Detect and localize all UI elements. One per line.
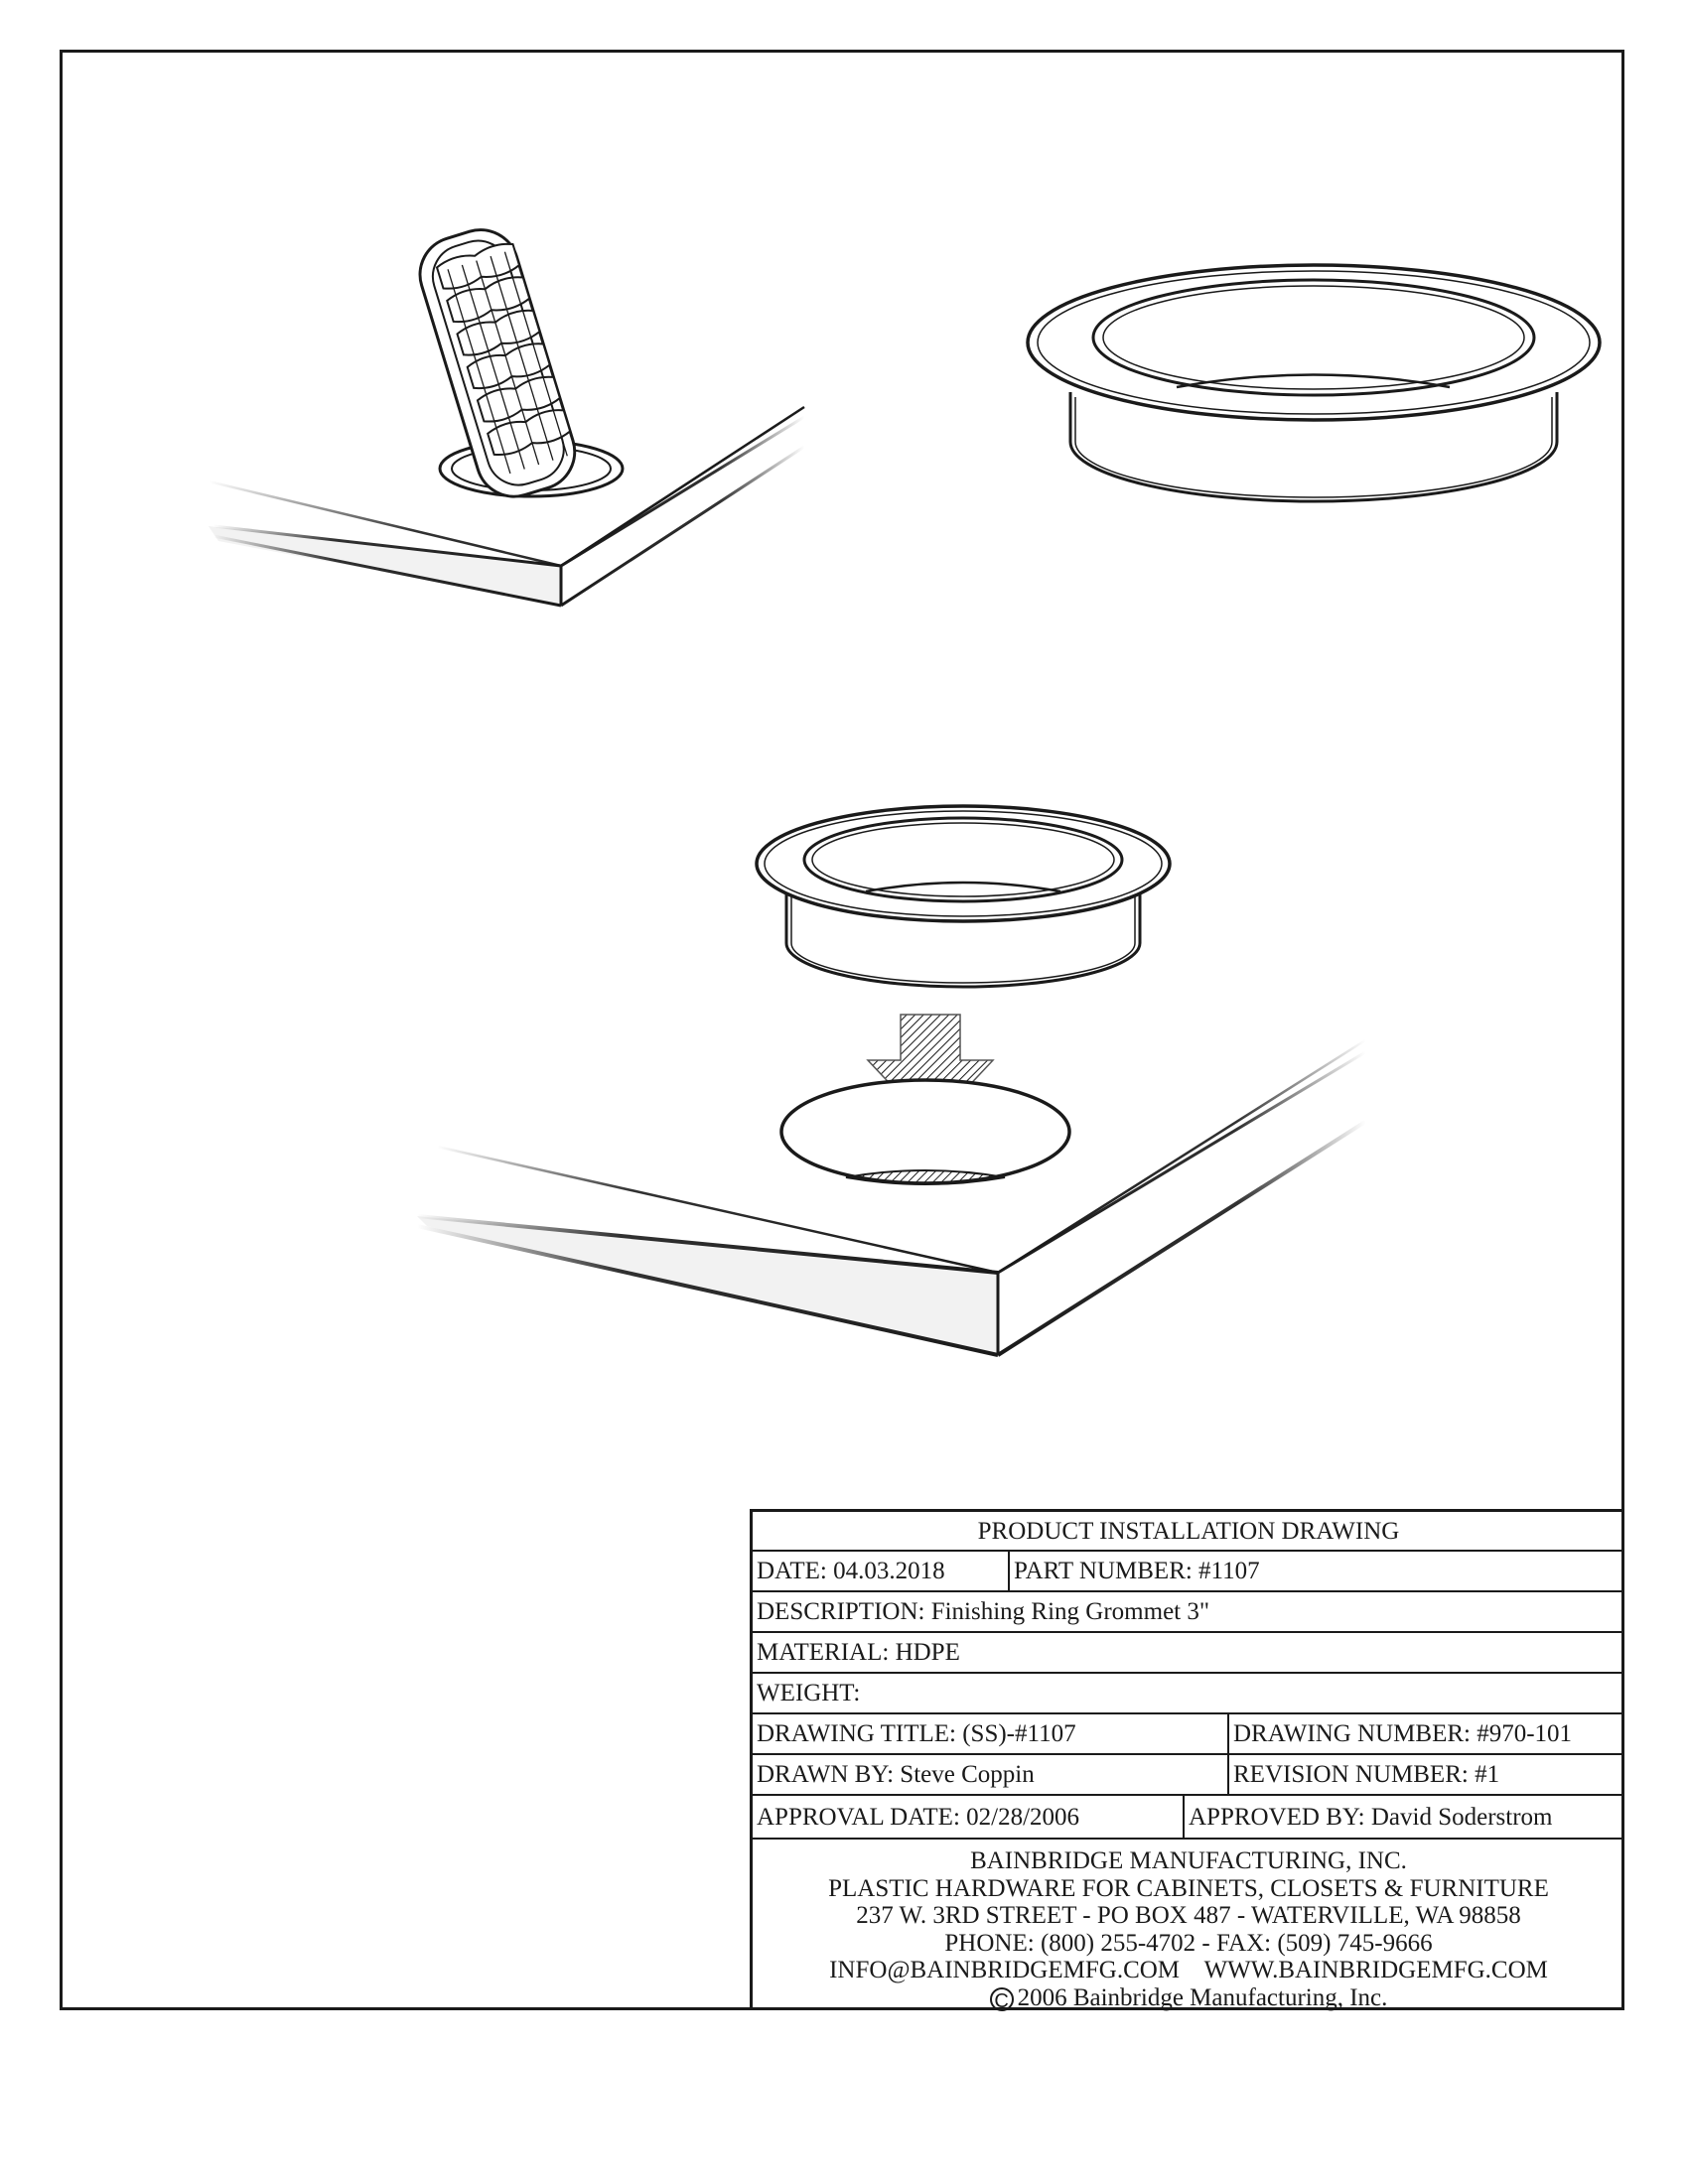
part-number-field: PART NUMBER: #1107 xyxy=(1008,1552,1624,1590)
company-email-web: INFO@BAINBRIDGEMFG.COM WWW.BAINBRIDGEMFG.COM xyxy=(829,1957,1548,1983)
company-tagline: PLASTIC HARDWARE FOR CABINETS, CLOSETS & FURNITURE xyxy=(828,1874,1549,1902)
approved-by-field: APPROVED BY: David Soderstrom xyxy=(1183,1796,1624,1838)
drawn-by-row xyxy=(753,1755,1624,1796)
drawing-title-field: DRAWING TITLE: (SS)-#1107 xyxy=(757,1720,1076,1747)
material-row xyxy=(753,1633,1624,1674)
revision-number-field: REVISION NUMBER: #1 xyxy=(1227,1755,1624,1794)
drawing-number-field: DRAWING NUMBER: #970-101 xyxy=(1227,1714,1624,1753)
description-row xyxy=(753,1592,1624,1633)
company-phone-fax: PHONE: (800) 255-4702 - FAX: (509) 745-9666 xyxy=(944,1929,1433,1957)
drawing-title-row xyxy=(753,1714,1624,1755)
material-field: MATERIAL: HDPE xyxy=(757,1639,960,1666)
toothbrush xyxy=(411,220,585,505)
company-name: BAINBRIDGE MANUFACTURING, INC. xyxy=(970,1847,1407,1874)
approval-row xyxy=(753,1796,1624,1840)
date-field: DATE: 04.03.2018 xyxy=(757,1558,945,1584)
copyright-text: 2006 Bainbridge Manufacturing, Inc. xyxy=(1017,1983,1388,2011)
countertop-with-hole xyxy=(417,1040,1365,1469)
copyright-icon: C xyxy=(990,1987,1014,2011)
weight-row xyxy=(753,1674,1624,1714)
grommet-exploded xyxy=(757,806,1170,987)
weight-field: WEIGHT: xyxy=(757,1680,861,1706)
grommet-part-view xyxy=(1028,265,1600,501)
copyright-line xyxy=(753,1984,1624,2012)
date-part-row xyxy=(753,1552,1624,1592)
approval-date-field: APPROVAL DATE: 02/28/2006 xyxy=(757,1803,1080,1831)
title-block-heading: PRODUCT INSTALLATION DRAWING xyxy=(977,1517,1400,1545)
title-block xyxy=(750,1509,1624,2010)
company-address: 237 W. 3RD STREET - PO BOX 487 - WATERVILLE, WA 98858 xyxy=(856,1902,1521,1929)
drawn-by-field: DRAWN BY: Steve Coppin xyxy=(757,1761,1035,1788)
company-info xyxy=(753,1840,1624,2010)
description-field: DESCRIPTION: Finishing Ring Grommet 3" xyxy=(757,1598,1210,1625)
title-block-heading-row xyxy=(753,1512,1624,1552)
